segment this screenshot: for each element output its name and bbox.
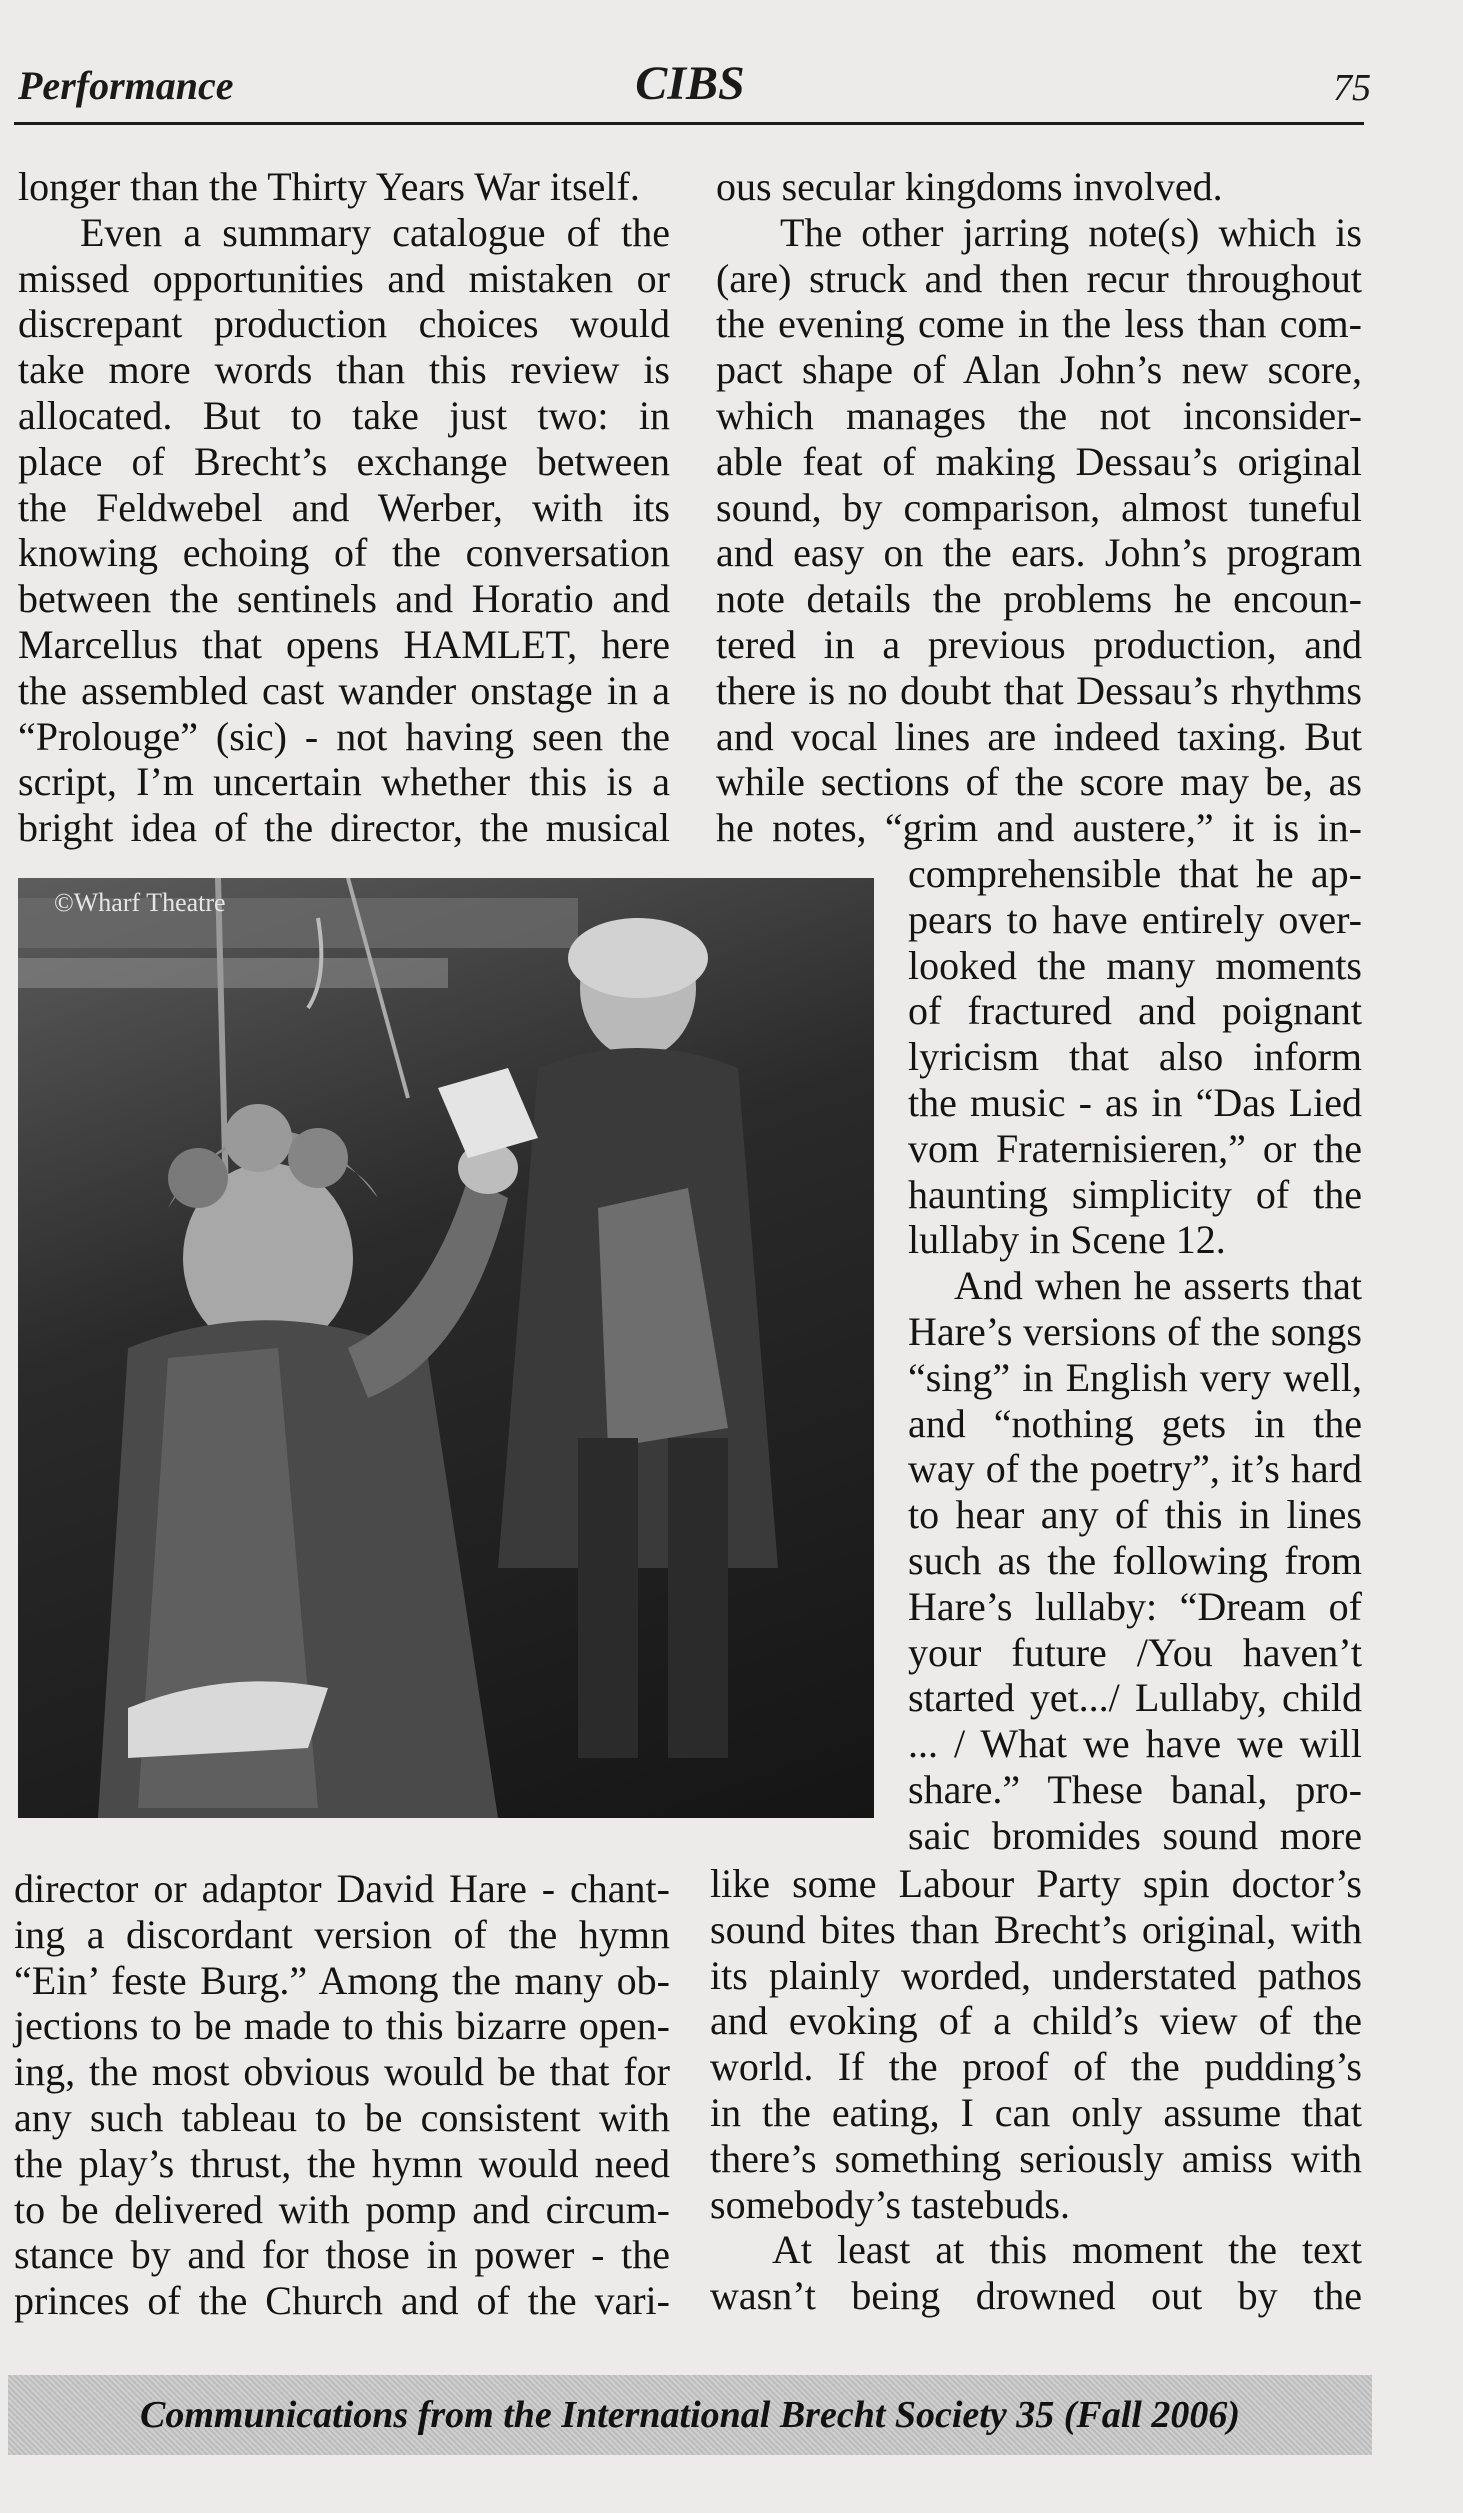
text-line: the assembled cast wander onstage in a: [18, 667, 670, 713]
text-line: to be delivered with pomp and circum-: [14, 2186, 670, 2232]
section-title: Performance: [18, 63, 234, 108]
text-line: the evening come in the less than com-: [716, 301, 1362, 347]
text-line: between the sentinels and Horatio and: [18, 576, 670, 622]
text-line: to hear any of this in lines: [908, 1492, 1362, 1538]
text-line: the music - as in “Das Lied: [908, 1080, 1362, 1125]
text-line: he notes, “grim and austere,” it is in-: [716, 805, 1362, 851]
text-line: and vocal lines are indeed taxing. But: [716, 713, 1362, 759]
text-line: princes of the Church and of the vari-: [14, 2278, 670, 2324]
text-line: wasn’t being drowned out by the: [710, 2273, 1362, 2319]
text-line: Hare’s lullaby: “Dream of: [908, 1583, 1362, 1629]
text-line: At least at this moment the text: [772, 2227, 1362, 2273]
text-line: like some Labour Party spin doctor’s: [710, 1861, 1362, 1906]
text-line: missed opportunities and mistaken or: [18, 255, 670, 301]
text-line: sound bites than Brecht’s original, with: [710, 1906, 1362, 1952]
footer-citation: Communications from the International Brecht Society 35 (Fall 2006): [140, 2394, 1240, 2436]
text-line: way of the poetry”, it’s hard: [908, 1446, 1362, 1492]
text-line: the Feldwebel and Werber, with its: [18, 484, 670, 530]
text-line: director or adaptor David Hare - chant-: [14, 1866, 670, 1911]
production-photo: [18, 878, 874, 1818]
text-line: your future /You haven’t: [908, 1629, 1362, 1675]
text-line: Hare’s versions of the songs: [908, 1309, 1362, 1354]
photo-illustration: [18, 878, 874, 1818]
text-line: such as the following from: [908, 1538, 1362, 1583]
text-line: The other jarring note(s) which is: [780, 209, 1362, 255]
text-line: lyricism that also inform: [908, 1034, 1362, 1080]
text-line: “Ein’ feste Burg.” Among the many ob-: [14, 1957, 670, 2003]
text-line: Marcellus that opens HAMLET, here: [18, 622, 670, 667]
text-line: pears to have entirely over-: [908, 896, 1362, 942]
text-line: ous secular kingdoms involved.: [716, 164, 1223, 209]
header-rule: [14, 122, 1364, 125]
text-line: jections to be made to this bizarre open-: [14, 2003, 670, 2049]
text-line: looked the many moments: [908, 942, 1362, 988]
text-line: there is no doubt that Dessau’s rhythms: [716, 667, 1362, 713]
text-line: comprehensible that he ap-: [908, 851, 1362, 896]
text-line: longer than the Thirty Years War itself.: [18, 164, 640, 209]
text-line: ing a discordant version of the hymn: [14, 1911, 670, 1957]
text-line: sound, by comparison, almost tuneful: [716, 484, 1362, 530]
photo-credit: ©Wharf Theatre: [54, 888, 226, 917]
text-line: of fractured and poignant: [908, 988, 1362, 1034]
text-line: And when he asserts that: [954, 1263, 1362, 1309]
text-line: and “nothing gets in the: [908, 1400, 1362, 1446]
text-line: saic bromides sound more: [908, 1812, 1362, 1858]
text-line: take more words than this review is: [18, 347, 670, 393]
text-line: “Prolouge” (sic) - not having seen the: [18, 713, 670, 759]
text-line: Even a summary catalogue of the: [80, 209, 670, 255]
text-line: (are) struck and then recur throughout: [716, 255, 1362, 301]
text-line: which manages the not inconsider-: [716, 393, 1362, 438]
text-line: ... / What we have we will: [908, 1721, 1362, 1767]
text-line: its plainly worded, understated pathos: [710, 1952, 1362, 1998]
text-line: haunting simplicity of the: [908, 1171, 1362, 1217]
text-line: stance by and for those in power - the: [14, 2232, 670, 2278]
text-line: and evoking of a child’s view of the: [710, 1998, 1362, 2044]
journal-title: CIBS: [635, 57, 745, 110]
text-line: and easy on the ears. John’s program: [716, 530, 1362, 576]
text-line: any such tableau to be consistent with: [14, 2095, 670, 2140]
text-line: tered in a previous production, and: [716, 622, 1362, 667]
text-line: “sing” in English very well,: [908, 1354, 1362, 1400]
text-line: while sections of the score may be, as: [716, 759, 1362, 805]
text-line: allocated. But to take just two: in: [18, 393, 670, 438]
page-number: 75: [1333, 67, 1371, 109]
text-line: bright idea of the director, the musical: [18, 805, 670, 851]
text-line: lullaby in Scene 12.: [908, 1217, 1226, 1263]
text-line: world. If the proof of the pudding’s: [710, 2044, 1362, 2090]
text-line: somebody’s tastebuds.: [710, 2181, 1070, 2227]
text-line: knowing echoing of the conversation: [18, 530, 670, 576]
text-line: script, I’m uncertain whether this is a: [18, 759, 670, 805]
text-line: pact shape of Alan John’s new score,: [716, 347, 1362, 393]
text-line: the play’s thrust, the hymn would need: [14, 2140, 670, 2186]
text-line: started yet.../ Lullaby, child: [908, 1675, 1362, 1721]
text-line: share.” These banal, pro-: [908, 1767, 1362, 1812]
text-line: there’s something seriously amiss with: [710, 2135, 1362, 2181]
text-line: ing, the most obvious would be that for: [14, 2049, 670, 2095]
text-line: able feat of making Dessau’s original: [716, 438, 1362, 484]
text-line: in the eating, I can only assume that: [710, 2090, 1362, 2135]
text-line: note details the problems he encoun-: [716, 576, 1362, 622]
footer-band: [8, 2375, 1372, 2455]
text-line: discrepant production choices would: [18, 301, 670, 347]
text-line: place of Brecht’s exchange between: [18, 438, 670, 484]
text-line: vom Fraternisieren,” or the: [908, 1125, 1362, 1171]
